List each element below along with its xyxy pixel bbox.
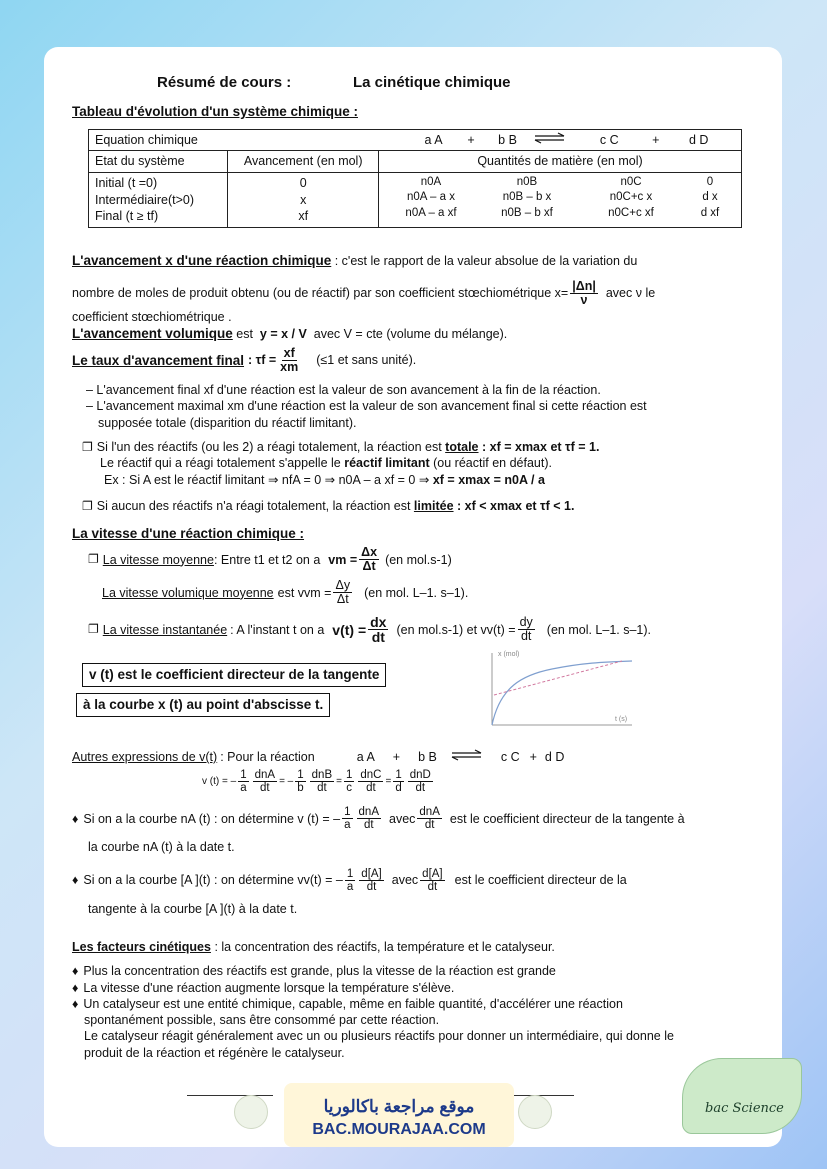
document-page (44, 47, 782, 1147)
list-item: ♦ Un catalyseur est une entité chimique, capable, même en faible quantité, d'accélérer une réaction (72, 996, 756, 1012)
facteurs-list: ♦ Plus la concentration des réactifs est grande, plus la vitesse de la réaction est grande ♦ La vitesse d'une réaction augmente lorsque la température s'élève. ♦ Un catalyseur est une entité chimique, capable, même en faible quantité, d'accélérer une réaction spontanément possible, sans être consommé par cette réaction. Le catalyseur réagit généralement avec un ou plusieurs réactifs pour donner un intermédiaire, qui donne le produit de la réaction et régénère le catalyseur. (72, 963, 756, 1061)
dnb-dt: $\frac{\text{dnB}}{dt}$ (311, 769, 333, 795)
boxed-line-2: à la courbe x (t) au point d'abscisse t. (76, 693, 330, 717)
table-row (89, 129, 742, 151)
col-avancement: Avancement (en mol) (228, 151, 379, 172)
y-axis-label: x (mol) (498, 650, 520, 658)
courbe-a-line: ♦ Si on a la courbe [A ](t) : on détermine vv(t) = – $\frac{1}{a}$ $\frac{d[A]}{dt}$ avec $\frac{d[A]}{dt}$ est le coefficient directeur de la (72, 868, 756, 893)
table-row (89, 172, 742, 228)
vt-fraction: $\frac{dx}{dt}$ (370, 613, 387, 646)
dnc-dt: $\frac{\text{dnC}}{dt}$ (360, 769, 382, 795)
site-url[interactable]: BAC.MOURAJAA.COM (312, 1121, 486, 1138)
bac-science-badge: bac Science (682, 1058, 802, 1134)
checkbox-icon: ❐ (88, 621, 99, 636)
courbe-na-cont: la courbe nA (t) à la date t. (88, 840, 235, 855)
footer (44, 1083, 782, 1147)
totale-section: ❐ Si l'un des réactifs (ou les 2) a réagi totalement, la réaction est totale : xf = xmax et τf = 1. Le réactif qui a réagi totalement s'appelle le réactif limitant (ou réactif en défaut). Ex : Si A est le réactif limitant ⇒ nfA = 0 ⇒ n0A – a xf = 0 ⇒ xf = xmax = n0A / a (82, 439, 600, 487)
vvm-fraction: $\frac{\Delta y}{\Delta t}$ (335, 578, 351, 607)
evolution-table (88, 129, 742, 229)
vvt-fraction: $\frac{dy}{dt}$ (519, 615, 533, 644)
coef-c: $\frac{1}{c}$ (345, 769, 353, 795)
table-heading: Tableau d'évolution d'un système chimique : (72, 104, 358, 119)
coef-d: $\frac{1}{d}$ (395, 769, 402, 795)
tangent-graph (472, 647, 642, 735)
quantities-cell: n0A n0B n0C 0 n0A – a x n0B – b x n0C+c x d x n0A – a xf n0B – b xf n0C+c xf d xf (379, 172, 742, 228)
v-expressions: v (t) = – $\frac{1}{a}$ $\frac{\text{dnA}}{dt}$ = – $\frac{1}{b}$ $\frac{\text{dnB}}{dt}$ = $\frac{1}{c}$ $\frac{\text{dnC}}{dt}$ = $\frac{1}{d}$ $\frac{\text{dnD}}{dt}$ (202, 769, 431, 795)
document-content (72, 73, 756, 1061)
taux-fraction: $\frac{xf}{xm}$ (280, 345, 299, 374)
states-cell: Initial (t =0) Intermédiaire(t>0) Final (t ≥ tf) (89, 172, 228, 228)
page-title (72, 73, 756, 95)
col-etat: Etat du système (89, 151, 228, 172)
eq-label: Equation chimique (89, 129, 379, 151)
avancement-volumique: L'avancement volumique est y = x / V avec V = cte (volume du mélange). (72, 326, 508, 342)
checkbox-icon: ❐ (88, 551, 99, 566)
list-item: ♦ La vitesse d'une réaction augmente lorsque la température s'élève. (72, 980, 756, 996)
book-logo-icon (234, 1095, 268, 1129)
courbe-na-line: ♦ Si on a la courbe nA (t) : on détermine v (t) = – $\frac{1}{a}$ $\frac{\text{dnA}}{dt}$ avec $\frac{\text{dnA}}{dt}$ est le coefficient directeur de la tangente à (72, 806, 756, 831)
table-row (89, 151, 742, 172)
avancement-fraction: $\frac{|\Delta n|}{\nu}$ (572, 278, 596, 307)
curve (492, 661, 632, 725)
vitesse-moyenne: ❐ La vitesse moyenne : Entre t1 et t2 on a vm = $\frac{\Delta x}{\Delta t}$ (en mol.s-1) (88, 545, 452, 574)
vitesse-heading: La vitesse d'une réaction chimique : (72, 525, 305, 541)
site-banner[interactable] (284, 1083, 514, 1147)
dna-dt: $\frac{\text{dnA}}{dt}$ (254, 769, 276, 795)
title-left: Résumé de cours : (157, 74, 292, 91)
avancement-formula-line: nombre de moles de produit obtenu (ou de réactif) par son coefficient stœchiométrique x= $\frac{|\Delta n|}{\nu}$ avec ν le (72, 278, 656, 307)
facteurs-heading: Les facteurs cinétiques : la concentration des réactifs, la température et le catalyseur. (72, 940, 555, 955)
tangent-line (494, 661, 622, 695)
x-axis-label: t (s) (615, 715, 628, 723)
autres-expressions: Autres expressions de v(t) : Pour la réaction a A + b B c C + d D (72, 749, 565, 764)
courbe-a-cont: tangente à la courbe [A ](t) à la date t. (88, 901, 298, 916)
equilibrium-arrows-icon (534, 132, 566, 148)
vm-fraction: $\frac{\Delta x}{\Delta t}$ (361, 545, 378, 574)
list-item: ♦ Plus la concentration des réactifs est grande, plus la vitesse de la réaction est grande (72, 963, 756, 979)
avancement-definition: L'avancement x d'une réaction chimique : c'est le rapport de la valeur absolue de la variation du (72, 253, 638, 269)
book-logo-icon (518, 1095, 552, 1129)
avancement-notes: – L'avancement final xf d'une réaction est la valeur de son avancement à la fin de la réaction. – L'avancement maximal xm d'une réaction est la valeur de son avancement final si cette réaction est supposée totale (disparition du réactif limitant). (86, 383, 647, 430)
dnd-dt: $\frac{\text{dnD}}{dt}$ (409, 769, 431, 795)
coef-a: $\frac{1}{a}$ (240, 769, 247, 795)
tangent-section (72, 650, 756, 743)
taux-avancement: Le taux d'avancement final : τf = $\frac{xf}{xm}$ (≤1 et sans unité). (72, 345, 417, 374)
title-right: La cinétique chimique (353, 74, 511, 91)
coef-b: $\frac{1}{b}$ (297, 769, 304, 795)
col-quantites: Quantités de matière (en mol) (379, 151, 742, 172)
vitesse-instantanee: ❐ La vitesse instantanée : A l'instant t on a v(t) = $\frac{dx}{dt}$ (en mol.s-1) et vv(t) = $\frac{dy}{dt}$ (en mol. L–1. s–1). (88, 613, 652, 646)
avancement-cell: 0 x xf (228, 172, 379, 228)
vitesse-volumique: La vitesse volumique moyenne est vvm = $\frac{\Delta y}{\Delta t}$ (en mol. L–1. s–1). (102, 578, 469, 607)
checkbox-icon: ❐ (82, 498, 93, 513)
checkbox-icon: ❐ (82, 439, 93, 454)
arabic-site-name: موقع مراجعة باكالوريا (323, 1097, 475, 1116)
limitee-section: ❐ Si aucun des réactifs n'a réagi totalement, la réaction est limitée : xf < xmax et τf < 1. (82, 498, 575, 513)
eq-terms: a A + b B c C + d D (379, 129, 742, 151)
boxed-line-1: v (t) est le coefficient directeur de la tangente (82, 663, 386, 687)
equilibrium-arrows-icon (451, 749, 483, 765)
avancement-note: coefficient stœchiométrique . (72, 310, 232, 325)
